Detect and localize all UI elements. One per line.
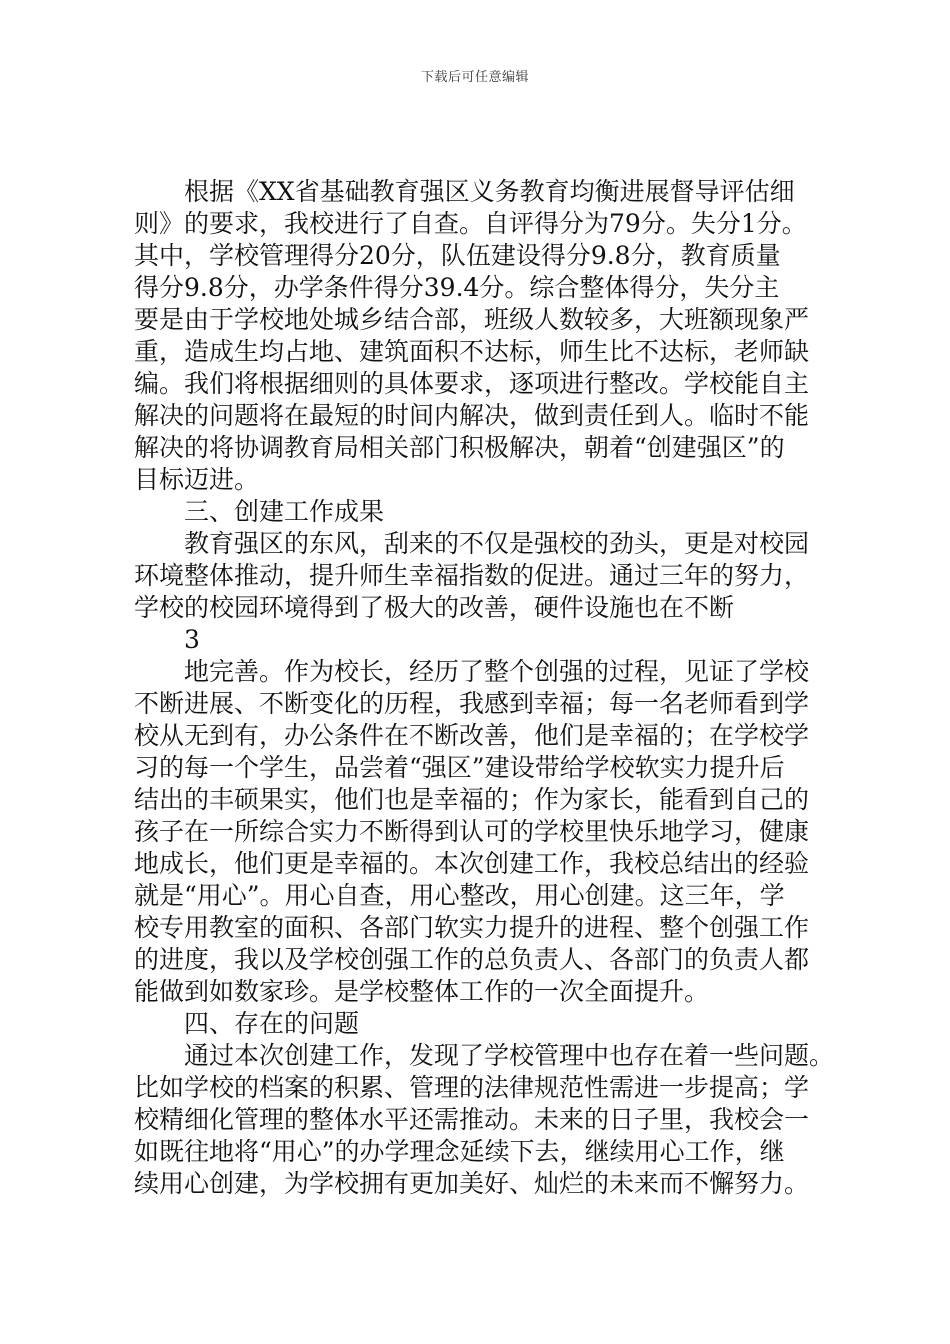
- text-line: 孩子在一所综合实力不断得到认可的学校里快乐地学习，健康: [134, 817, 810, 846]
- text-line: 重，造成生均占地、建筑面积不达标，师生比不达标，老师缺: [134, 337, 810, 366]
- text-line: 的进度，我以及学校创强工作的总负责人、各部门的负责人都: [134, 945, 810, 974]
- text-line: 校精细化管理的整体水平还需推动。未来的日子里，我校会一: [134, 1105, 810, 1134]
- text-line: 得分9.8分，办学条件得分39.4分。综合整体得分，失分主: [134, 273, 780, 302]
- text-line: 习的每一个学生，品尝着“强区”建设带给学校软实力提升后: [134, 753, 785, 782]
- text-line: 要是由于学校地处城乡结合部，班级人数较多，大班额现象严: [134, 305, 810, 334]
- text-line: 校从无到有，办公条件在不断改善，他们是幸福的；在学校学: [134, 721, 810, 750]
- text-line: 解决的将协调教育局相关部门积极解决，朝着“创建强区”的: [134, 433, 785, 462]
- text-line: 则》的要求，我校进行了自查。自评得分为79分。失分1分。: [134, 209, 807, 238]
- text-line: 比如学校的档案的积累、管理的法律规范性需进一步提高；学: [134, 1073, 810, 1102]
- text-line: 教育强区的东风，刮来的不仅是强校的劲头，更是对校园: [184, 529, 810, 558]
- text-line: 校专用教室的面积、各部门软实力提升的进程、整个创强工作: [134, 913, 810, 942]
- text-line: 解决的问题将在最短的时间内解决，做到责任到人。临时不能: [134, 401, 810, 430]
- text-line: 如既往地将“用心”的办学理念延续下去，继续用心工作，继: [134, 1137, 785, 1166]
- text-line: 结出的丰硕果实，他们也是幸福的；作为家长，能看到自己的: [134, 785, 810, 814]
- document-body: [134, 176, 834, 1200]
- text-line: 能做到如数家珍。是学校整体工作的一次全面提升。: [134, 977, 710, 1006]
- text-line: 通过本次创建工作，发现了学校管理中也存在着一些问题。: [184, 1041, 835, 1070]
- text-line: 根据《XX省基础教育强区义务教育均衡进展督导评估细: [184, 177, 795, 206]
- text-line: 编。我们将根据细则的具体要求，逐项进行整改。学校能自主: [134, 369, 810, 398]
- text-line: 四、存在的问题: [184, 1009, 360, 1038]
- page-header-note: 下载后可任意编辑: [420, 70, 529, 85]
- text-line: 不断进展、不断变化的历程，我感到幸福；每一名老师看到学: [134, 689, 810, 718]
- text-line: 3: [184, 625, 200, 654]
- text-line: 学校的校园环境得到了极大的改善，硬件设施也在不断: [134, 593, 735, 622]
- text-line: 续用心创建，为学校拥有更加美好、灿烂的未来而不懈努力。: [134, 1169, 810, 1198]
- text-line: 目标迈进。: [134, 465, 260, 494]
- text-line: 环境整体推动，提升师生幸福指数的促进。通过三年的努力，: [134, 561, 810, 590]
- text-line: 地成长，他们更是幸福的。本次创建工作，我校总结出的经验: [134, 849, 810, 878]
- text-line: 三、创建工作成果: [184, 497, 385, 526]
- text-line: 就是“用心”。用心自查，用心整改，用心创建。这三年，学: [134, 881, 785, 910]
- text-line: 地完善。作为校长，经历了整个创强的过程，见证了学校: [184, 657, 810, 686]
- text-line: 其中，学校管理得分20分，队伍建设得分9.8分，教育质量: [134, 241, 781, 270]
